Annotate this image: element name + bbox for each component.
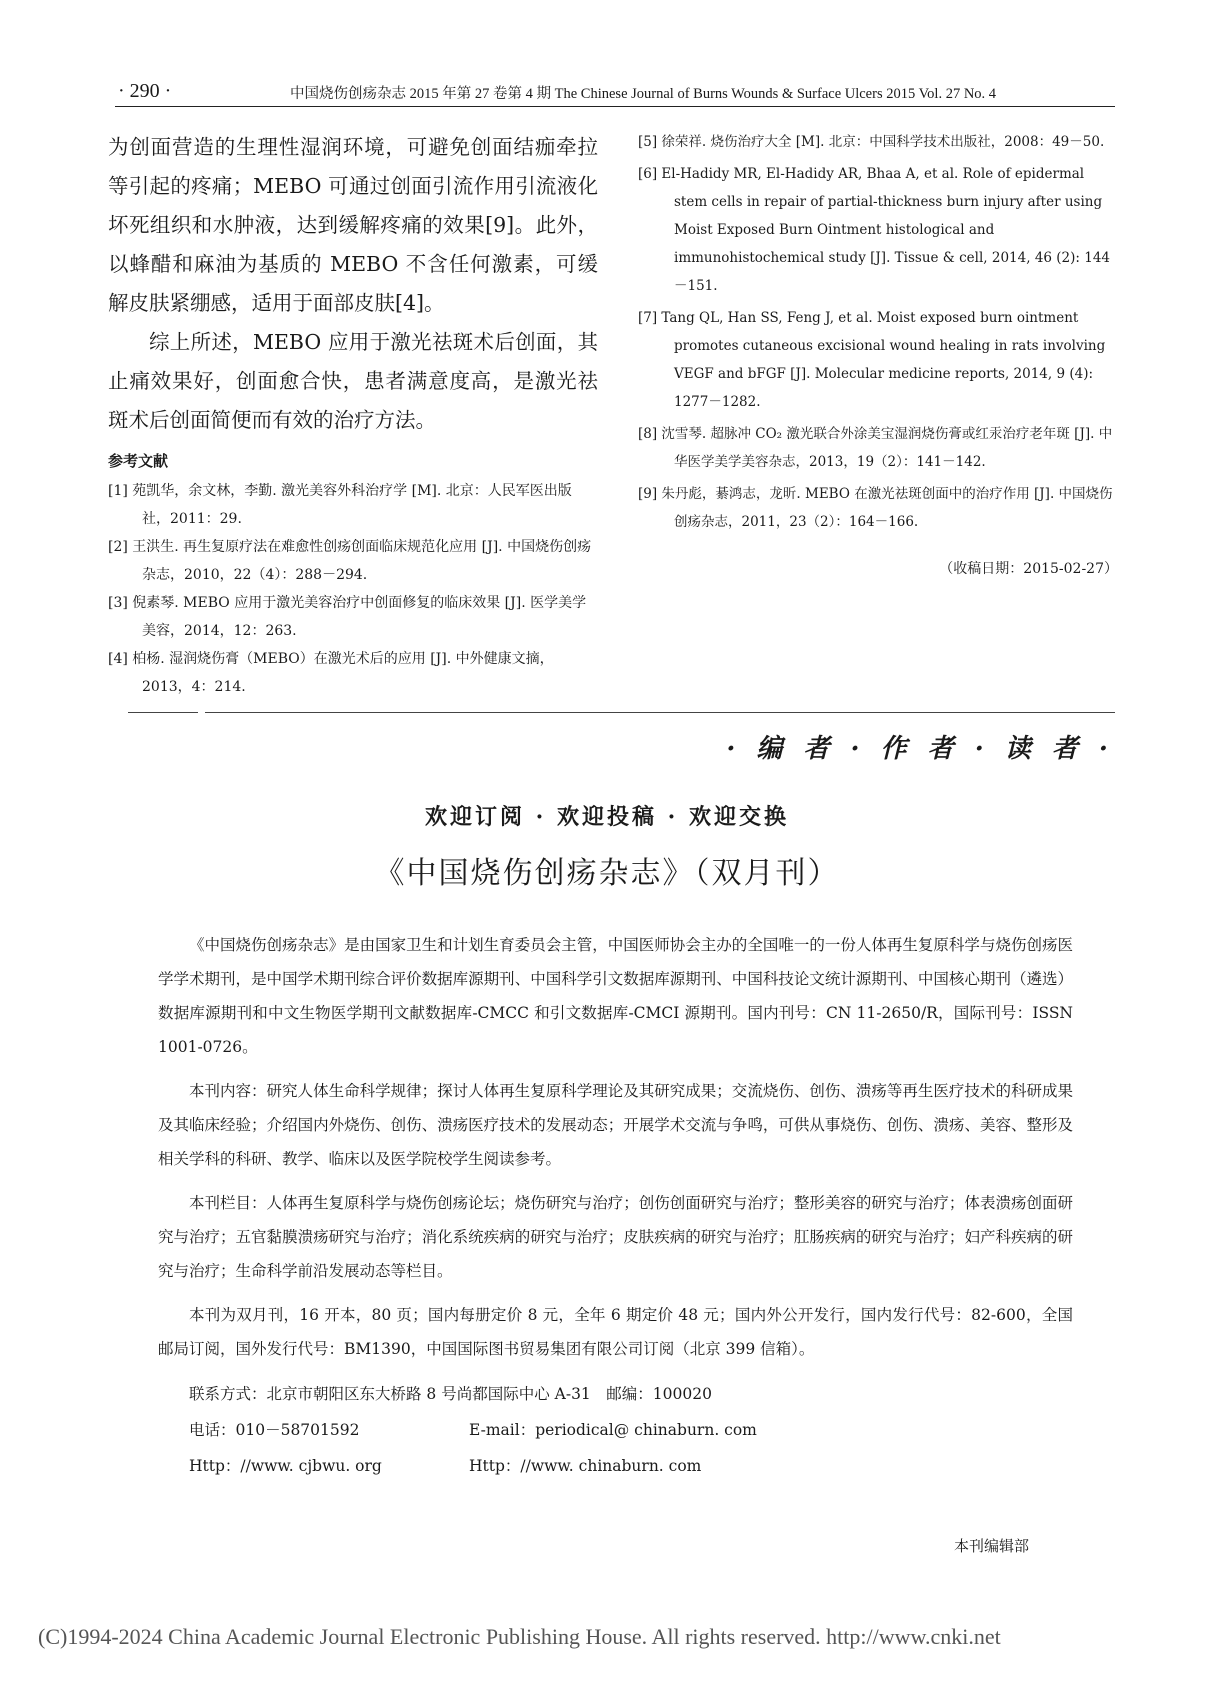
contact-address (158, 1376, 1073, 1412)
notice-paragraph: 本刊内容：研究人体生命科学规律；探讨人体再生复原科学理论及其研究成果；交流烧伤、创伤、溃疡等再生医疗技术的科研成果及其临床经验；介绍国内外烧伤、创伤、溃疡医疗技术的发展动态；开展学术交流与争鸣，可供从事烧伤、创伤、溃疡、美容、整形及相关学科的科研、教学、临床以及医学院校学生阅读参考。 (158, 1082, 1073, 1168)
promo-slogan: 欢迎订阅 · 欢迎投稿 · 欢迎交换 (425, 804, 789, 830)
phone: 电话：010－58701592 (189, 1421, 360, 1439)
reference-item: [9] 朱丹彪，綦鸿志，龙昕. MEBO 在激光祛斑创面中的治疗作用 [J]. 中国烧伤创疡杂志，2011，23（2）：164－166. (638, 486, 1113, 530)
right-column (638, 128, 1118, 578)
page-number: · 290 · (118, 80, 172, 102)
promo-title: 《中国烧伤创疡杂志》（双月刊） (374, 856, 840, 891)
reference-item: [2] 王洪生. 再生复原疗法在难愈性创疡创面临床规范化应用 [J]. 中国烧伤创疡杂志，2010，22（4）：288－294. (108, 539, 592, 583)
notice-paragraph: 《中国烧伤创疡杂志》是由国家卫生和计划生育委员会主管，中国医师协会主办的全国唯一的一份人体再生复原科学与烧伤创疡医学学术期刊，是中国学术期刊综合评价数据库源期刊、中国科学引文数据库源期刊、中国科技论文统计源期刊、中国核心期刊（遴选）数据库源期刊和中文生物医学期刊文献数据库-CMCC 和引文数据库-CMCI 源期刊。国内刊号：CN 11-2650/R，国际刊号：ISSN 1001-0726。 (158, 936, 1073, 1056)
body-paragraph: 为创面营造的生理性湿润环境，可避免创面结痂牵拉等引起的疼痛；MEBO 可通过创面引流作用引流液化坏死组织和水肿液，达到缓解疼痛的效果[9]。此外，以蜂醋和麻油为基质的 MEBO 不含任何激素，可缓解皮肤紧绷感，适用于面部皮肤[4]。 (108, 135, 598, 315)
reference-item: [7] Tang QL, Han SS, Feng J, et al. Moist exposed burn ointment promotes cutaneous excisional wound healing in rats involving VEGF and bFGF [J]. Molecular medicine reports, 2014, 9 (4): 1277－1282. (638, 310, 1106, 410)
copyright-footer: (C)1994-2024 China Academic Journal Electronic Publishing House. All rights reserved. http://www.cnki.net (38, 1624, 1001, 1649)
header-rule (115, 106, 1115, 107)
body-paragraph: 综上所述，MEBO 应用于激光祛斑术后创面，其止痛效果好，创面愈合快，患者满意度高，是激光祛斑术后创面简便而有效的治疗方法。 (108, 330, 598, 432)
divider-main (205, 712, 1115, 713)
journal-notice (158, 928, 1073, 1484)
website-link[interactable]: Http：//www. chinaburn. com (469, 1457, 702, 1475)
received-date: （收稿日期：2015-02-27） (939, 561, 1118, 577)
left-column (108, 128, 598, 701)
contact-address-text: 联系方式：北京市朝阳区东大桥路 8 号尚都国际中心 A-31 邮编：100020 (189, 1385, 712, 1403)
contact-row (158, 1412, 1073, 1448)
contact-row (158, 1448, 1073, 1484)
email-link[interactable]: E-mail：periodical@ chinaburn. com (469, 1421, 757, 1439)
column-heading: · 编 者 · 作 者 · 读 者 · (726, 734, 1114, 764)
reference-item: [3] 倪素琴. MEBO 应用于激光美容治疗中创面修复的临床效果 [J]. 医学美学美容，2014，12：263. (108, 595, 587, 639)
reference-item: [5] 徐荣祥. 烧伤治疗大全 [M]. 北京：中国科学技术出版社，2008：49－50. (638, 134, 1105, 150)
running-title: 中国烧伤创疡杂志 2015 年第 27 卷第 4 期 The Chinese Journal of Burns Wounds & Surface Ulcers 2015 Vol. 27 No. 4 (290, 86, 997, 102)
reference-item: [6] El-Hadidy MR, El-Hadidy AR, Bhaa A, et al. Role of epidermal stem cells in repair of partial-thickness burn injury after using Moist Exposed Burn Ointment histological and immunohistochemical study [J]. Tissue & cell, 2014, 46 (2): 144－151. (638, 166, 1111, 294)
notice-paragraph: 本刊栏目：人体再生复原科学与烧伤创疡论坛；烧伤研究与治疗；创伤创面研究与治疗；整形美容的研究与治疗；体表溃疡创面研究与治疗；五官黏膜溃疡研究与治疗；消化系统疾病的研究与治疗；皮肤疾病的研究与治疗；肛肠疾病的研究与治疗；妇产科疾病的研究与治疗；生命科学前沿发展动态等栏目。 (158, 1194, 1073, 1280)
divider-left (128, 712, 198, 713)
reference-item: [1] 苑凯华，余文林，李勤. 激光美容外科治疗学 [M]. 北京：人民军医出版社，2011：29. (108, 483, 572, 527)
reference-item: [8] 沈雪琴. 超脉冲 CO₂ 激光联合外涂美宝湿润烧伤膏或红汞治疗老年斑 [J]. 中华医学美学美容杂志，2013，19（2）：141－142. (638, 426, 1113, 470)
website-link[interactable]: Http：//www. cjbwu. org (189, 1457, 382, 1475)
reference-item: [4] 柏杨. 湿润烧伤膏（MEBO）在激光术后的应用 [J]. 中外健康文摘，2013，4：214. (108, 651, 554, 695)
editorial-signoff: 本刊编辑部 (953, 1537, 1029, 1555)
notice-paragraph: 本刊为双月刊，16 开本，80 页；国内每册定价 8 元，全年 6 期定价 48 元；国内外公开发行，国内发行代号：82-600，全国邮局订阅，国外发行代号：BM1390，中国国际图书贸易集团有限公司订阅（北京 399 信箱）。 (158, 1306, 1073, 1358)
references-heading: 参考文献 (108, 452, 169, 470)
